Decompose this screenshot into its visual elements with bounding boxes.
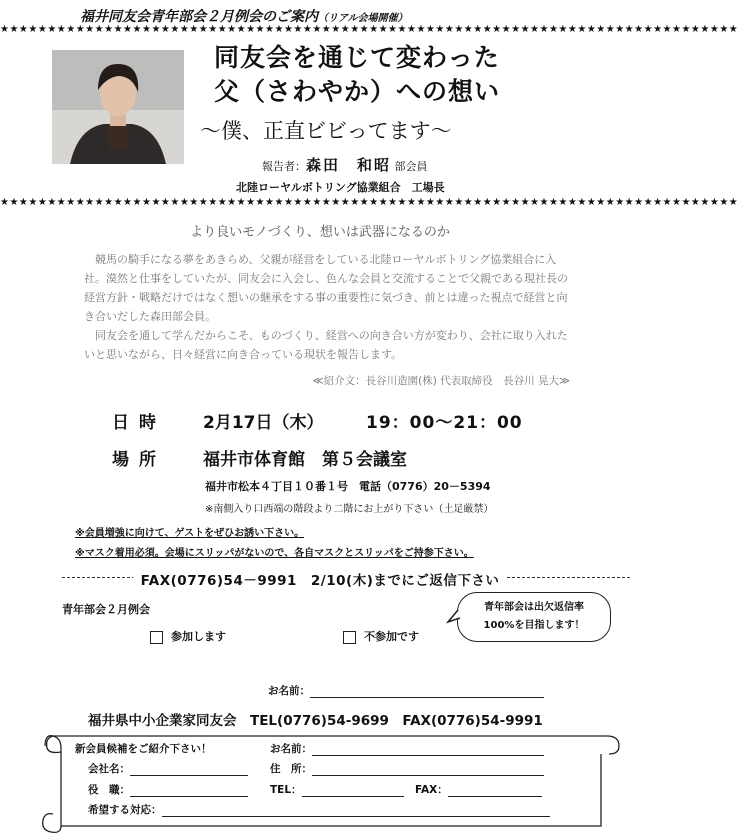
bubble-tail: [447, 610, 461, 626]
star-divider-top: ★★★★★★★★★★★★★★★★★★★★★★★★★★★★★★★★★★★★★★★★★★★★★★★★★★★★★★★★★★★★★★★★★★★★★★★★★★★★★★: [0, 24, 738, 35]
attend-option[interactable]: 参加します: [150, 628, 226, 644]
reply-event-name: 青年部会２月例会: [62, 603, 150, 616]
event-title-line1: 同友会を通じて変わった: [214, 43, 500, 72]
absent-option[interactable]: 不参加です: [343, 628, 419, 644]
header-title: 福井同友会青年部会２月例会のご案内（リアル会場開催）: [80, 9, 408, 25]
venue-note: ※南側入り口西端の階段より二階にお上がり下さい（土足厳禁）: [205, 504, 494, 515]
reply-rate-bubble: 青年部会は出欠返信率 100%を目指します！: [457, 592, 611, 642]
venue-address: 福井市松本４丁目１０番１号 電話（0776）20－5394: [205, 480, 491, 493]
tagline: より良いモノづくり、想いは武器になるのか: [190, 225, 450, 240]
referral-company-field[interactable]: 会社名：: [88, 761, 248, 776]
referral-address-field[interactable]: 住 所：: [270, 761, 544, 776]
date-label: 日時: [112, 413, 166, 433]
reporter-line: 報告者：森田 和昭 部会員: [262, 156, 428, 174]
description-paragraph: 同友会を通して学んだからこそ、ものづくり、経営への向き合い方が変わり、会社に取り入れたいと思いながら、日々経営に向き合っている現状を報告します。: [84, 329, 568, 361]
event-date: 2月17日（木）: [203, 413, 324, 433]
event-title-line2: 父（さわやか）への想い: [214, 77, 501, 106]
event-place: 福井市体育館 第５会議室: [203, 450, 407, 470]
referral-name-field[interactable]: お名前：: [270, 741, 544, 756]
event-time: 19：00～21：00: [366, 413, 523, 433]
fax-reply-line: FAX(0776)54－9991 2/10(木)までにご返信下さい: [0, 569, 640, 589]
referral-desired-field[interactable]: 希望する対応：: [88, 802, 550, 817]
reporter-photo: [52, 50, 184, 164]
place-label: 場所: [112, 450, 166, 470]
event-subtitle: ～僕、正直ビビってます～: [200, 119, 452, 143]
mask-note: ※マスク着用必須。会場にスリッパがないので、各自マスクとスリッパをご持参下さい。: [75, 548, 474, 559]
referral-position-field[interactable]: 役 職：: [88, 782, 248, 797]
referral-tel-field[interactable]: TEL：: [270, 782, 404, 797]
attend-checkbox[interactable]: [150, 631, 163, 644]
introducer-credit: ≪紹介文：長谷川造園(株) 代表取締役 長谷川 晃大≫: [312, 375, 570, 387]
organization-contact: 福井県中小企業家同友会 TEL(0776)54-9699 FAX(0776)54-9991: [88, 713, 543, 729]
absent-checkbox[interactable]: [343, 631, 356, 644]
reporter-company: 北陸ローヤルボトリング協業組合 工場長: [236, 181, 445, 194]
guest-note: ※会員増強に向けて、ゲストをぜひお誘い下さい。: [75, 528, 305, 539]
description-paragraph: 競馬の騎手になる夢をあきらめ、父親が経営をしている北陸ローヤルボトリング協業組合に入社。漠然と仕事をしていたが、同友会に入会し、色んな会員と交流することで父親である現社長の経営方針・戦略だけではなく想いの継承をする事の重要性に気づき、前とは違った視点で経営と向き合いだした森田部会員。: [84, 253, 568, 323]
referral-heading: 新会員候補をご紹介下さい！: [75, 743, 212, 755]
referral-fax-field[interactable]: FAX：: [415, 782, 542, 797]
reporter-name: 森田 和昭: [306, 156, 392, 174]
reply-name-field[interactable]: お名前：: [268, 683, 544, 698]
star-divider-bottom: ★★★★★★★★★★★★★★★★★★★★★★★★★★★★★★★★★★★★★★★★★★★★★★★★★★★★★★★★★★★★★★★★★★★★★★★★★★★★★★: [0, 197, 738, 208]
description: [84, 250, 570, 364]
